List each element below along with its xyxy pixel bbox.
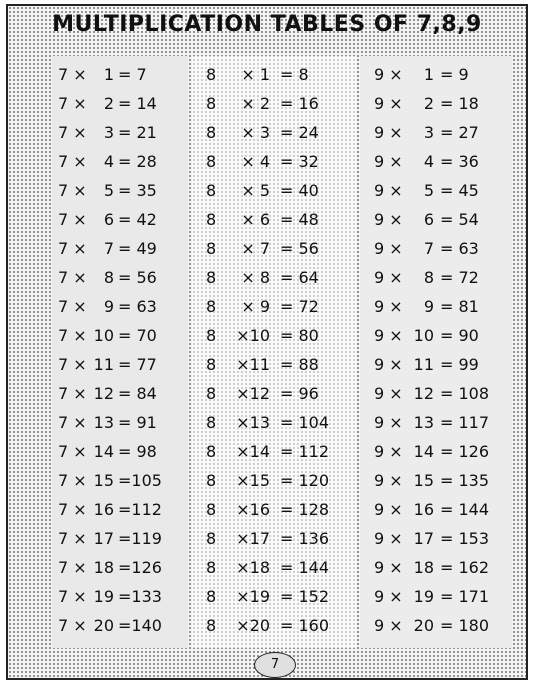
product: = 7 [118,65,147,84]
multiplier: 18 [413,558,434,577]
product: = 40 [280,181,319,200]
multiplier: 8 [103,268,114,287]
multiplicand: 9 × [374,123,403,142]
product: = 104 [280,413,330,432]
product: = 180 [440,616,490,635]
multiplicand: 7 × [58,123,87,142]
table-row [192,263,356,292]
multiplicand: 7 × [58,355,87,374]
product: = 16 [280,94,319,113]
multiplicand: 9 × [374,413,403,432]
table-row [52,321,188,350]
table-row [360,118,512,147]
table-row [360,495,512,524]
multiplier: × 1 [241,65,270,84]
table-row [360,350,512,379]
multiplier: 16 [93,500,114,519]
product: = 9 [440,65,469,84]
multiplicand: 8 [206,152,217,171]
product: = 144 [280,558,330,577]
product: = 54 [440,210,479,229]
multiplier: × 4 [241,152,270,171]
table-row [192,89,356,118]
table-row [192,292,356,321]
multiplier: 17 [93,529,114,548]
multiplicand: 9 × [374,616,403,635]
multiplier: × 6 [241,210,270,229]
multiplier: 17 [413,529,434,548]
multiplicand: 8 [206,529,217,548]
multiplier: 6 [103,210,114,229]
multiplier: 19 [413,587,434,606]
multiplier: ×15 [236,471,270,490]
product: = 112 [280,442,330,461]
product: = 36 [440,152,479,171]
product: = 162 [440,558,490,577]
product: = 49 [118,239,157,258]
product: =126 [118,558,162,577]
multiplicand: 9 × [374,94,403,113]
multiplicand: 8 [206,413,217,432]
product: = 45 [440,181,479,200]
multiplier: ×10 [236,326,270,345]
multiplier: 4 [103,152,114,171]
product: = 160 [280,616,330,635]
table-row [192,466,356,495]
table-row [52,118,188,147]
table-row [192,524,356,553]
product: = 72 [280,297,319,316]
multiplier: 16 [413,500,434,519]
multiplier: 12 [93,384,114,403]
multiplier: ×18 [236,558,270,577]
multiplicand: 9 × [374,65,403,84]
product: = 135 [440,471,490,490]
multiplicand: 9 × [374,297,403,316]
product: = 35 [118,181,157,200]
multiplicand: 9 × [374,152,403,171]
table-row [360,524,512,553]
product: = 24 [280,123,319,142]
multiplier: ×12 [236,384,270,403]
multiplicand: 7 × [58,616,87,635]
multiplier: ×13 [236,413,270,432]
multiplier: 20 [93,616,114,635]
product: = 153 [440,529,490,548]
multiplier: 7 [423,239,434,258]
table-row [360,234,512,263]
product: = 63 [118,297,157,316]
multiplicand: 7 × [58,268,87,287]
multiplicand: 7 × [58,297,87,316]
product: = 64 [280,268,319,287]
product: = 152 [280,587,330,606]
multiplicand: 9 × [374,384,403,403]
product: = 56 [280,239,319,258]
product: = 171 [440,587,490,606]
product: = 77 [118,355,157,374]
table-row [192,321,356,350]
multiplicand: 7 × [58,94,87,113]
product: = 56 [118,268,157,287]
multiplicand: 9 × [374,326,403,345]
table-row [360,611,512,640]
multiplicand: 9 × [374,181,403,200]
multiplier: × 2 [241,94,270,113]
multiplier: 11 [93,355,114,374]
table-row [192,147,356,176]
table-row [192,234,356,263]
multiplicand: 7 × [58,384,87,403]
multiplier: 15 [93,471,114,490]
multiplicand: 7 × [58,500,87,519]
multiplier: 10 [413,326,434,345]
product: = 90 [440,326,479,345]
product: = 63 [440,239,479,258]
product: =105 [118,471,162,490]
table-row [52,263,188,292]
product: = 48 [280,210,319,229]
table-row [52,611,188,640]
product: = 84 [118,384,157,403]
product: =119 [118,529,162,548]
table-row [52,408,188,437]
product: = 144 [440,500,490,519]
table-row [192,118,356,147]
table-row [192,437,356,466]
multiplier: ×20 [236,616,270,635]
product: = 70 [118,326,157,345]
multiplicand: 8 [206,442,217,461]
table-row [360,205,512,234]
table-row [52,60,188,89]
product: = 96 [280,384,319,403]
multiplicand: 9 × [374,558,403,577]
multiplicand: 8 [206,297,217,316]
multiplier: 9 [103,297,114,316]
table-row [192,379,356,408]
product: = 18 [440,94,479,113]
table-row [360,147,512,176]
page-title: MULTIPLICATION TABLES OF 7,8,9 [52,12,482,37]
table-row [192,611,356,640]
multiplicand: 8 [206,587,217,606]
product: = 32 [280,152,319,171]
multiplier: 9 [423,297,434,316]
multiplier: 8 [423,268,434,287]
multiplicand: 9 × [374,239,403,258]
multiplicand: 8 [206,616,217,635]
multiplicand: 7 × [58,239,87,258]
multiplicand: 8 [206,384,217,403]
table-of-7 [52,56,188,648]
table-row [52,234,188,263]
multiplicand: 8 [206,558,217,577]
table-row [192,350,356,379]
multiplier: 18 [93,558,114,577]
product: = 120 [280,471,330,490]
product: = 117 [440,413,490,432]
multiplier: 14 [413,442,434,461]
multiplier: 3 [423,123,434,142]
multiplier: × 3 [241,123,270,142]
multiplicand: 8 [206,500,217,519]
multiplicand: 8 [206,65,217,84]
multiplier: 15 [413,471,434,490]
table-row [360,321,512,350]
multiplicand: 9 × [374,471,403,490]
table-row [52,176,188,205]
multiplier: 2 [423,94,434,113]
product: = 108 [440,384,490,403]
table-row [52,379,188,408]
product: = 128 [280,500,330,519]
product: = 126 [440,442,490,461]
multiplier: 5 [423,181,434,200]
multiplicand: 9 × [374,529,403,548]
table-row [192,553,356,582]
multiplier: 1 [423,65,434,84]
table-row [52,147,188,176]
table-row [360,263,512,292]
multiplicand: 9 × [374,442,403,461]
product: = 99 [440,355,479,374]
multiplier: × 5 [241,181,270,200]
multiplier: 2 [103,94,114,113]
multiplier: 20 [413,616,434,635]
multiplier: ×19 [236,587,270,606]
product: = 80 [280,326,319,345]
table-row [52,582,188,611]
multiplicand: 8 [206,268,217,287]
table-row [52,553,188,582]
table-row [52,466,188,495]
table-row [192,408,356,437]
product: = 42 [118,210,157,229]
multiplier: 6 [423,210,434,229]
table-row [360,176,512,205]
multiplicand: 7 × [58,587,87,606]
table-of-9 [360,56,512,648]
product: = 72 [440,268,479,287]
multiplier: ×14 [236,442,270,461]
multiplier: × 8 [241,268,270,287]
multiplicand: 8 [206,326,217,345]
table-row [52,292,188,321]
multiplicand: 7 × [58,210,87,229]
table-row [360,379,512,408]
multiplicand: 9 × [374,355,403,374]
product: = 14 [118,94,157,113]
product: =133 [118,587,162,606]
multiplier: × 9 [241,297,270,316]
table-row [360,466,512,495]
multiplicand: 7 × [58,529,87,548]
product: = 27 [440,123,479,142]
multiplier: 4 [423,152,434,171]
table-row [52,495,188,524]
table-row [360,89,512,118]
table-row [360,582,512,611]
multiplier: 13 [413,413,434,432]
worksheet-page [6,4,528,680]
multiplicand: 7 × [58,442,87,461]
table-row [52,524,188,553]
multiplicand: 8 [206,355,217,374]
multiplicand: 7 × [58,326,87,345]
table-row [360,408,512,437]
table-row [52,205,188,234]
table-of-8 [192,56,356,648]
table-row [192,60,356,89]
multiplier: 7 [103,239,114,258]
product: = 136 [280,529,330,548]
table-row [52,350,188,379]
table-row [360,60,512,89]
table-row [52,437,188,466]
product: =140 [118,616,162,635]
product: =112 [118,500,162,519]
multiplier: ×16 [236,500,270,519]
multiplicand: 7 × [58,471,87,490]
multiplier: 14 [93,442,114,461]
multiplier: ×11 [236,355,270,374]
multiplicand: 9 × [374,500,403,519]
multiplicand: 9 × [374,587,403,606]
multiplicand: 9 × [374,268,403,287]
multiplier: ×17 [236,529,270,548]
table-row [192,176,356,205]
multiplicand: 8 [206,210,217,229]
multiplicand: 7 × [58,413,87,432]
multiplier: 10 [93,326,114,345]
table-row [192,205,356,234]
multiplicand: 8 [206,181,217,200]
table-row [360,292,512,321]
product: = 88 [280,355,319,374]
multiplicand: 7 × [58,152,87,171]
table-row [360,553,512,582]
product: = 28 [118,152,157,171]
table-row [360,437,512,466]
product: = 21 [118,123,157,142]
table-row [52,89,188,118]
page-number: 7 [254,652,296,678]
product: = 91 [118,413,157,432]
multiplier: 19 [93,587,114,606]
multiplier: 1 [103,65,114,84]
product: = 81 [440,297,479,316]
product: = 8 [280,65,309,84]
multiplier: 13 [93,413,114,432]
multiplicand: 7 × [58,181,87,200]
multiplicand: 8 [206,94,217,113]
table-row [192,582,356,611]
multiplicand: 8 [206,123,217,142]
multiplier: 11 [413,355,434,374]
multiplier: × 7 [241,239,270,258]
multiplier: 5 [103,181,114,200]
multiplier: 3 [103,123,114,142]
multiplicand: 7 × [58,558,87,577]
table-row [192,495,356,524]
multiplicand: 7 × [58,65,87,84]
multiplicand: 8 [206,471,217,490]
product: = 98 [118,442,157,461]
multiplicand: 9 × [374,210,403,229]
multiplier: 12 [413,384,434,403]
multiplicand: 8 [206,239,217,258]
